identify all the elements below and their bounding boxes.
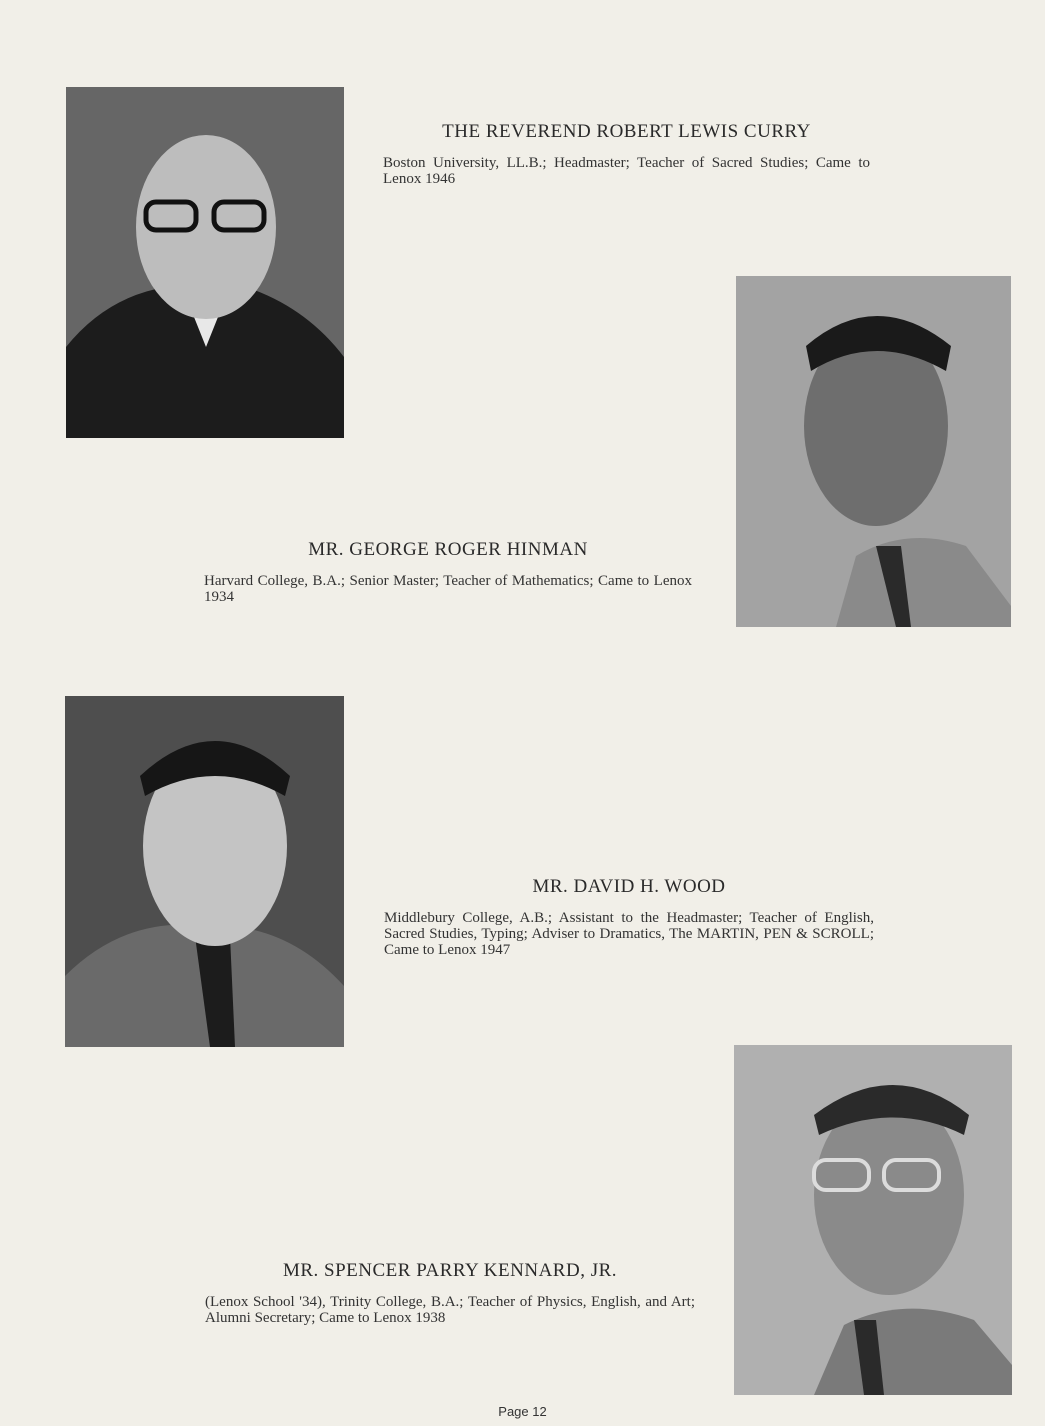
person-description: (Lenox School '34), Trinity College, B.A.; Teacher of Physics, English, and Art; Alumni Secretary; Came to Lenox 1938 [205,1294,695,1326]
entry-wood [384,876,874,958]
portrait-photo-kennard [734,1045,1012,1395]
portrait-photo-hinman [736,276,1011,627]
page-number: Page 12 [498,1404,547,1419]
entry-curry [383,121,870,187]
entry-kennard [205,1260,695,1326]
portrait-photo-curry [66,87,344,438]
person-name: MR. GEORGE ROGER HINMAN [308,539,588,560]
portrait-photo-wood [65,696,344,1047]
person-description: Middlebury College, A.B.; Assistant to the Headmaster; Teacher of English, Sacred Studies, Typing; Adviser to Dramatics, The MARTIN, PEN & SCROLL; Came to Lenox 1947 [384,910,874,958]
person-description: Boston University, LL.B.; Headmaster; Teacher of Sacred Studies; Came to Lenox 1946 [383,155,870,187]
person-name: THE REVEREND ROBERT LEWIS CURRY [442,121,811,142]
person-description: Harvard College, B.A.; Senior Master; Teacher of Mathematics; Came to Lenox 1934 [204,573,692,605]
person-name: MR. SPENCER PARRY KENNARD, JR. [282,1260,618,1281]
entry-hinman [204,539,692,605]
person-name: MR. DAVID H. WOOD [532,876,726,897]
